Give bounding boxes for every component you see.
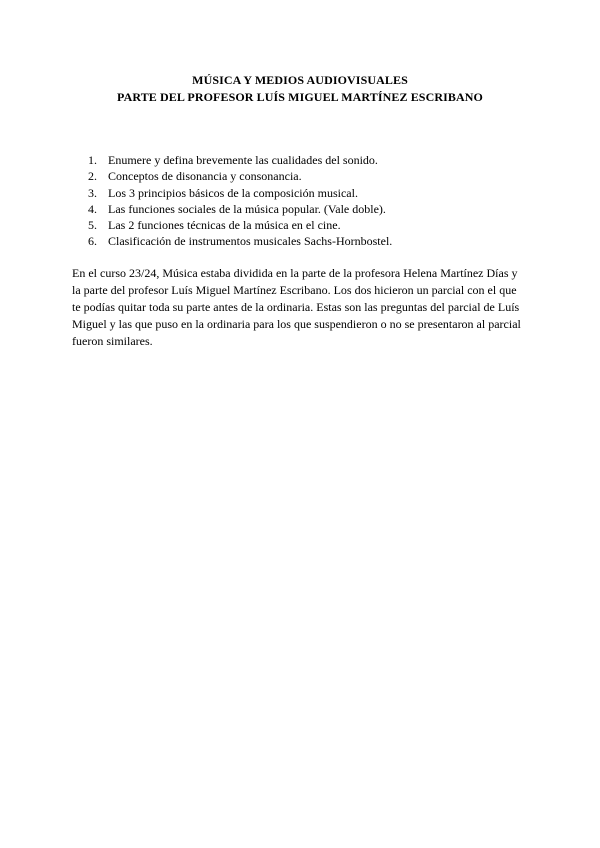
title-line-professor: PARTE DEL PROFESOR LUÍS MIGUEL MARTÍNEZ ESCRIBANO (117, 90, 483, 104)
question-item (88, 217, 392, 233)
question-item (88, 233, 392, 249)
question-text: Clasificación de instrumentos musicales Sachs-Hornbostel. (108, 234, 393, 249)
question-text: Los 3 principios básicos de la composición musical. (108, 185, 358, 200)
question-item (88, 168, 392, 184)
explanatory-paragraph: En el curso 23/24, Música estaba dividida en la parte de la profesora Helena Martínez Días y la parte del profesor Luís Miguel Martínez Escribano. Los dos hicieron un parcial con el que te podías quitar toda su parte antes de la ordinaria. Estas son las preguntas del parcial de Luís Miguel y las que puso en la ordinaria para los que suspendieron o no se presentaron al parcial fueron similares. (72, 266, 521, 348)
question-item (88, 201, 392, 217)
question-item (88, 185, 392, 201)
question-text: Conceptos de disonancia y consonancia. (108, 169, 302, 184)
question-text: Las 2 funciones técnicas de la música en el cine. (108, 218, 341, 233)
question-number: 4. (88, 201, 97, 216)
question-item (88, 152, 392, 168)
question-number: 3. (88, 185, 97, 200)
question-text: Enumere y defina brevemente las cualidades del sonido. (108, 153, 378, 167)
document-title (0, 72, 600, 106)
title-line-subject: MÚSICA Y MEDIOS AUDIOVISUALES (192, 73, 408, 87)
question-list (88, 152, 392, 250)
question-number: 6. (88, 234, 97, 249)
question-number: 5. (88, 218, 97, 233)
question-number: 2. (88, 169, 97, 184)
question-text: Las funciones sociales de la música popular. (Vale doble). (108, 201, 386, 216)
question-number: 1. (88, 153, 97, 167)
